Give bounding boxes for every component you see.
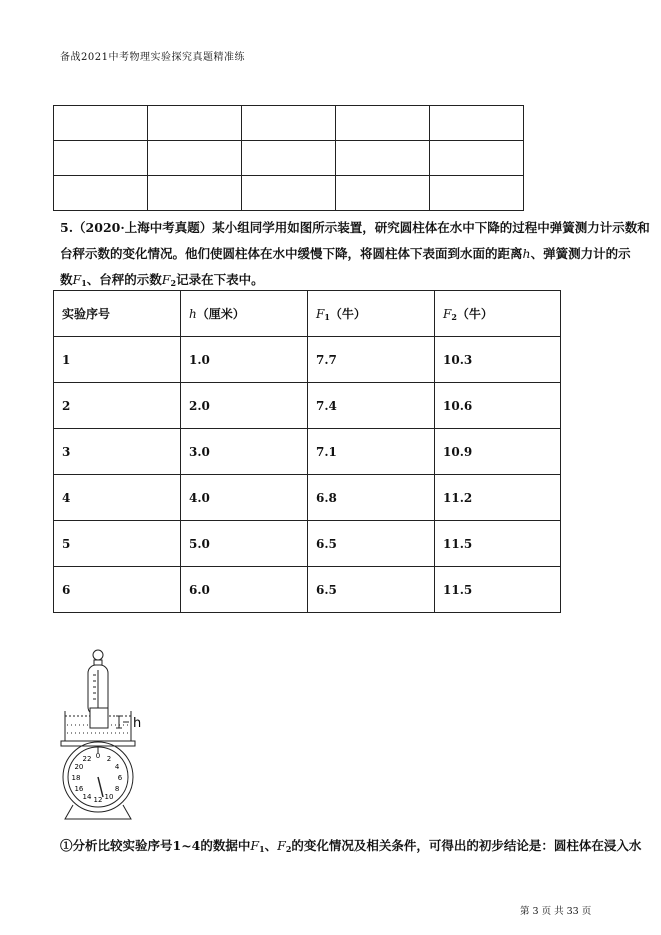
conclusion-sep: 、 — [264, 838, 278, 853]
empty-table-cell — [336, 176, 430, 211]
empty-table-cell — [54, 106, 148, 141]
var-f2: F — [161, 272, 171, 287]
page-header: 备战2021中考物理实验探究真题精准练 — [60, 52, 245, 63]
conclusion-var-f1: F — [250, 838, 260, 853]
empty-table-cell — [148, 141, 242, 176]
table-cell: 3.0 — [181, 429, 308, 475]
table-row — [54, 567, 561, 613]
empty-table-cell — [430, 176, 524, 211]
empty-table-cell — [148, 106, 242, 141]
table-cell: 6.8 — [308, 475, 435, 521]
dial-number: 0 — [95, 752, 101, 760]
dial-number: 8 — [114, 785, 120, 793]
table-row — [54, 475, 561, 521]
table-cell: 1 — [54, 337, 181, 383]
header-sub: 1 — [324, 312, 330, 322]
empty-table-cell — [242, 176, 336, 211]
dial-number: 16 — [74, 785, 84, 793]
table-cell: 6.5 — [308, 567, 435, 613]
h-label: h — [133, 716, 142, 731]
table-cell: 5 — [54, 521, 181, 567]
dial-number: 4 — [114, 763, 120, 771]
dial-number: 22 — [82, 754, 92, 763]
h-marker — [116, 716, 129, 728]
table-header-cell — [54, 291, 181, 337]
header-sub: 2 — [451, 312, 457, 322]
table-cell: 10.3 — [435, 337, 561, 383]
empty-table-cell — [54, 141, 148, 176]
empty-table-cell — [54, 176, 148, 211]
table-cell: 10.6 — [435, 383, 561, 429]
table-header-row — [54, 291, 561, 337]
table-cell: 6.0 — [181, 567, 308, 613]
header-var: F — [316, 307, 325, 321]
table-row — [54, 521, 561, 567]
data-table — [53, 290, 561, 613]
table-header-cell — [435, 291, 561, 337]
var-h: h — [522, 246, 531, 261]
table-cell: 11.5 — [435, 521, 561, 567]
question-line-2-end: 、弹簧测力计的示 — [530, 246, 631, 261]
empty-table-cell — [242, 106, 336, 141]
table-cell: 6 — [54, 567, 181, 613]
page-footer: 第 3 页 共 33 页 — [520, 906, 592, 917]
table-cell: 7.1 — [308, 429, 435, 475]
empty-table-row — [54, 176, 524, 211]
table-cell: 4 — [54, 475, 181, 521]
table-cell: 6.5 — [308, 521, 435, 567]
dial-numbers — [72, 752, 123, 804]
empty-table-row — [54, 106, 524, 141]
empty-table-row — [54, 141, 524, 176]
question-line-3-start: 数 — [60, 272, 73, 287]
question-line-3-mid: 、台秤的示数 — [86, 272, 162, 287]
table-row — [54, 337, 561, 383]
dial-number: 12 — [93, 796, 103, 804]
table-header-cell — [181, 291, 308, 337]
conclusion-end: 的变化情况及相关条件，可得出的初步结论是：圆柱体在浸入水 — [291, 838, 642, 853]
table-cell: 7.4 — [308, 383, 435, 429]
header-post: （厘米） — [196, 307, 245, 321]
empty-table-cell — [430, 106, 524, 141]
empty-table-cell — [148, 176, 242, 211]
conclusion-sub-2: 2 — [285, 844, 292, 854]
dial-number: 2 — [106, 754, 112, 763]
table-cell: 11.5 — [435, 567, 561, 613]
header-var: F — [443, 307, 452, 321]
table-cell: 1.0 — [181, 337, 308, 383]
empty-table-cell — [336, 106, 430, 141]
empty-table-cell — [336, 141, 430, 176]
table-cell: 11.2 — [435, 475, 561, 521]
header-pre: 实验序号 — [62, 307, 111, 321]
table-cell: 2 — [54, 383, 181, 429]
dial-number: 10 — [104, 793, 114, 802]
table-cell: 10.9 — [435, 429, 561, 475]
empty-table-cell — [242, 141, 336, 176]
cylinder — [90, 708, 108, 728]
table-header-cell — [308, 291, 435, 337]
empty-table-cell — [430, 141, 524, 176]
dial-number: 6 — [117, 774, 123, 782]
table-cell: 7.7 — [308, 337, 435, 383]
header-var: h — [189, 307, 197, 321]
table-row — [54, 429, 561, 475]
conclusion-line — [60, 836, 641, 854]
question-line-2 — [60, 244, 631, 262]
sub-2: 2 — [170, 278, 177, 288]
dial-number: 14 — [82, 793, 92, 802]
question-line-2-text: 台秤示数的变化情况。他们使圆柱体在水中缓慢下降，将圆柱体下表面到水面的距离 — [60, 246, 523, 261]
table-cell: 5.0 — [181, 521, 308, 567]
empty-answer-table — [53, 105, 524, 211]
dial-number: 20 — [74, 763, 84, 771]
header-post: （牛） — [329, 307, 366, 321]
conclusion-sub-1: 1 — [259, 844, 265, 854]
table-cell: 2.0 — [181, 383, 308, 429]
conclusion-var-f2: F — [277, 838, 286, 853]
question-line-3-end: 记录在下表中。 — [176, 272, 264, 287]
sub-1: 1 — [81, 278, 87, 288]
question-line-1: 5.（2020·上海中考真题）某小组同学用如图所示装置，研究圆柱体在水中下降的过程中弹簧测力计示数和 — [60, 220, 650, 235]
conclusion-start: ①分析比较实验序号1~4的数据中 — [60, 838, 251, 853]
table-cell: 3 — [54, 429, 181, 475]
table-row — [54, 383, 561, 429]
var-f1: F — [72, 272, 82, 287]
table-cell: 4.0 — [181, 475, 308, 521]
question-line-3 — [60, 270, 264, 288]
dial-number: 18 — [71, 774, 81, 782]
header-post: （牛） — [456, 307, 493, 321]
apparatus-figure — [55, 645, 165, 825]
